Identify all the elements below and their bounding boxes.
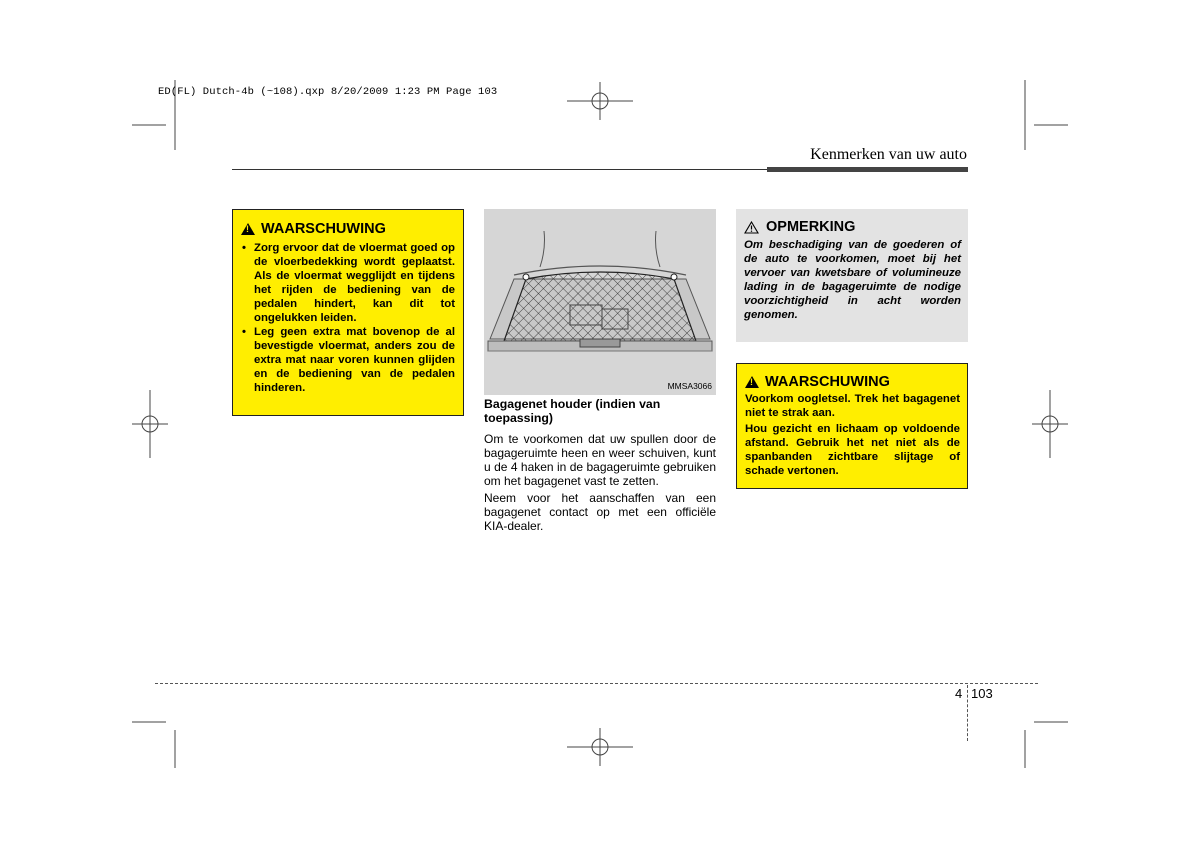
warning-title-text: WAARSCHUWING xyxy=(765,374,890,390)
section-title: Kenmerken van uw auto xyxy=(810,146,967,163)
note-title xyxy=(744,219,961,235)
warning-title xyxy=(241,221,455,237)
figure-code: MMSA3066 xyxy=(667,381,712,391)
warning-list xyxy=(241,241,455,395)
warning-triangle-icon xyxy=(241,223,255,235)
article-paragraph: Neem voor het aanschaffen van een bagagenet contact op met een officiële KIA-dealer. xyxy=(484,491,716,533)
warning-paragraph: Voorkom oogletsel. Trek het bagagenet niet te strak aan. xyxy=(745,393,960,419)
article-heading: Bagagenet houder (indien van toepassing) xyxy=(484,397,661,425)
cargo-net-figure xyxy=(484,209,716,395)
warning-box-right xyxy=(736,363,968,489)
warning-item: • Leg geen extra mat bovenop de al bevestigde vloermat, anders zou de extra mat naar voren kunnen glijden en de bediening van de pedalen hinderen. xyxy=(241,325,455,395)
warning-triangle-icon xyxy=(745,376,759,388)
footer-rule xyxy=(155,683,1038,684)
article-paragraph: Om te voorkomen dat uw spullen door de bagageruimte heen en weer schuiven, kunt u de 4 haken in de bagageruimte gebruiken om het bagagenet vast te zetten. xyxy=(484,432,716,488)
article-body xyxy=(484,432,716,536)
section-number: 4 xyxy=(955,686,963,701)
page-number: 103 xyxy=(971,686,993,701)
header-rule-accent xyxy=(767,167,968,172)
note-title-text: OPMERKING xyxy=(766,219,856,235)
note-body: Om beschadiging van de goederen of de auto te voorkomen, moet bij het vervoer van kwetsbare of volumineuze lading in de bagageruimte de nodige voorzichtigheid in acht worden genomen. xyxy=(744,239,961,321)
cargo-net-illustration xyxy=(484,209,716,395)
warning-title-text: WAARSCHUWING xyxy=(261,221,386,237)
warning-box-left xyxy=(232,209,464,416)
warning-title xyxy=(745,374,960,390)
header-rule xyxy=(232,169,768,170)
page-separator xyxy=(967,685,968,741)
warning-item: • Zorg ervoor dat de vloermat goed op de vloerbedekking wordt geplaatst. Als de vloermat wegglijdt en tijdens het rijden de bediening van de pedalen hindert, kan dit tot ongelukken leiden. xyxy=(241,241,455,325)
note-box xyxy=(736,209,968,342)
print-slug: ED(FL) Dutch-4b (~108).qxp 8/20/2009 1:23 PM Page 103 xyxy=(158,86,498,98)
caution-triangle-icon xyxy=(744,221,759,234)
warning-paragraph: Hou gezicht en lichaam op voldoende afstand. Gebruik het net niet als de spanbanden zichtbare slijtage of schade vertonen. xyxy=(745,423,960,477)
